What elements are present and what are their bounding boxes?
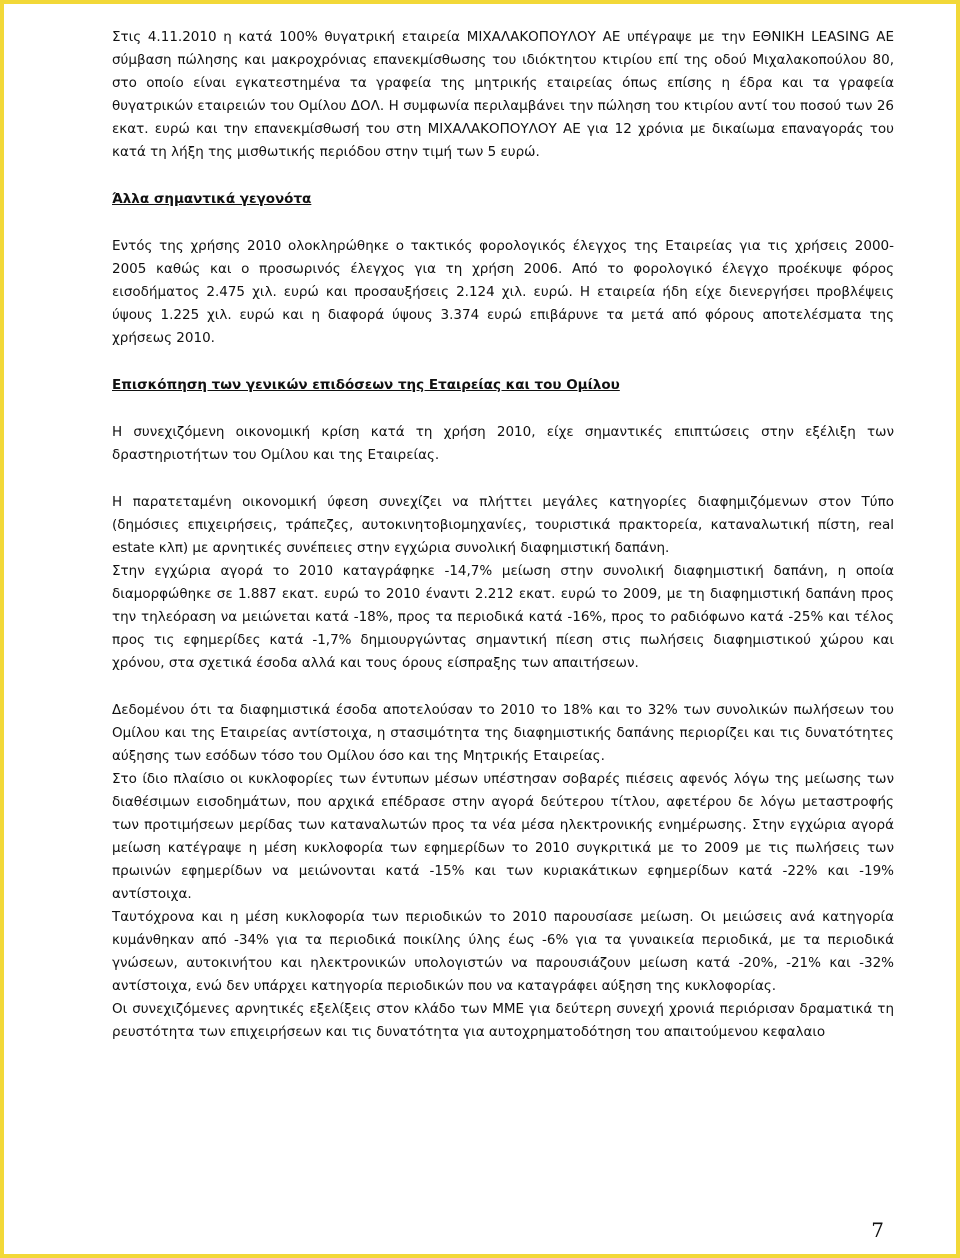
continuing-paragraph: Οι συνεχιζόμενες αρνητικές εξελίξεις στον κλάδο των ΜΜΕ για δεύτερη συνεχή χρονιά περιόρισαν δραματικά τη ρευστότητα των επιχειρήσεων και τις δυνατότητα για αυτοχρηματοδότηση του απαιτούμενου κεφαλαιο (112, 1001, 894, 1040)
heading-other-events: Άλλα σημαντικά γεγονότα (112, 191, 312, 207)
tax-audit-paragraph: Εντός της χρήσης 2010 ολοκληρώθηκε ο τακτικός φορολογικός έλεγχος της Εταιρείας για τις χρήσεις 2000-2005 καθώς και ο προσωρινός έλεγχος για τη χρήση 2006. Από το φορολογικό έλεγχο προέκυψε φόρος εισοδήματος 2.475 χιλ. ευρώ και προσαυξήσεις 2.124 χιλ. ευρώ. Η εταιρεία ήδη είχε διενεργήσει προβλέψεις ύψους 1.225 χιλ. ευρώ και η διαφορά ύψους 3.374 ευρώ επιβάρυνε τα μετά από φόρους αποτελέσματα της χρήσεως 2010. (112, 238, 894, 346)
heading-performance-overview: Επισκόπηση των γενικών επιδόσεων της Εταιρείας και του Ομίλου (112, 377, 620, 393)
magazines-paragraph: Ταυτόχρονα και η μέση κυκλοφορία των περιοδικών το 2010 παρουσίασε μείωση. Οι μειώσεις ανά κατηγορία κυμάνθηκαν από -34% για τα περιοδικά ποικίλης ύλης έως -6% για τα γυναικεία περιοδικά, με τα περιοδικά γνώσεων, αυτοκινήτου και ηλεκτρονικών υπολογιστών να παρουσιάζουν μείωση κατά -20%, -21% και -32% αντίστοιχα, ενώ δεν υπάρχει κατηγορία περιοδικών που να καταγράφει αύξηση της κυκλοφορίας. (112, 909, 894, 994)
document-body (112, 26, 894, 1044)
page-number: 7 (871, 1218, 884, 1242)
economic-crisis-paragraph: Η συνεχιζόμενη οικονομική κρίση κατά τη χρήση 2010, είχε σημαντικές επιπτώσεις στην εξέλιξη των δραστηριοτήτων του Ομίλου και της Εταιρείας. (112, 424, 894, 463)
recession-paragraph: Η παρατεταμένη οικονομική ύφεση συνεχίζει να πλήττει μεγάλες κατηγορίες διαφημιζόμενων στον Τύπο (δημόσιες επιχειρήσεις, τράπεζες, αυτοκινητοβιομηχανίες, τουριστικά πρακτορεία, καταναλωτική πίστη, real estate κλπ) με αρνητικές συνέπειες στην εγχώρια συνολική διαφημιστική δαπάνη. (112, 494, 894, 556)
revenue-share-paragraph: Δεδομένου ότι τα διαφημιστικά έσοδα αποτελούσαν το 2010 το 18% και το 32% των συνολικών πωλήσεων του Ομίλου και της Εταιρείας αντίστοιχα, η στασιμότητα της διαφημιστικής δαπάνης περιορίζει και τις δυνατότητες αύξησης των εσόδων τόσο του Ομίλου όσο και της Μητρικής Εταιρείας. (112, 702, 894, 764)
ad-spend-paragraph: Στην εγχώρια αγορά το 2010 καταγράφηκε -14,7% μείωση στην συνολική διαφημιστική δαπάνη, η οποία διαμορφώθηκε σε 1.887 εκατ. ευρώ το 2010 έναντι 2.212 εκατ. ευρώ το 2009, με τη διαφημιστική δαπάνη προς την τηλεόραση να μειώνεται κατά -18%, προς τα περιοδικά κατά -16%, προς το ραδιόφωνο κατά -25% και τέλος προς τις εφημερίδες κατά -1,7% δημιουργώντας σημαντική πίεση στις πωλήσεις διαφημιστικού χώρου και χρόνου, στα σχετικά έσοδα αλλά και τους όρους είσπραξης των απαιτήσεων. (112, 563, 894, 671)
circulation-paragraph: Στο ίδιο πλαίσιο οι κυκλοφορίες των έντυπων μέσων υπέστησαν σοβαρές πιέσεις αφενός λόγω της μείωσης των διαθέσιμων εισοδημάτων, που αρχικά επέδρασε στην αγορά δεύτερου τίτλου, αφετέρου δε λόγω μεταστροφής των προτιμήσεων μερίδας των καταναλωτών προς τα νέα μέσα ηλεκτρονικής ενημέρωσης. Στην εγχώρια αγορά μείωση κατέγραψε η μέση κυκλοφορία των εφημερίδων το 2010 συγκριτικά με το 2009 με τις πωλήσεις των πρωινών εφημερίδων να μειώνονται κατά -15% και των κυριακάτικων εφημερίδων κατά -22% και -19% αντίστοιχα. (112, 771, 894, 902)
intro-paragraph: Στις 4.11.2010 η κατά 100% θυγατρική εταιρεία ΜΙΧΑΛΑΚΟΠΟΥΛΟΥ ΑΕ υπέγραψε με την ΕΘΝΙΚΗ LEASING AE σύμβαση πώλησης και μακροχρόνιας επανεκμίσθωσης του ιδιόκτητου κτιρίου επί της οδού Μιχαλακοπούλου 80, στο οποίο είναι εγκατεστημένα τα γραφεία της μητρικής εταιρείας όπως επίσης η έδρα και τα γραφεία θυγατρικών εταιρειών του Ομίλου ΔΟΛ. Η συμφωνία περιλαμβάνει την πώληση του κτιρίου αντί του ποσού των 26 εκατ. ευρώ και την επανεκμίσθωσή του στη ΜΙΧΑΛΑΚΟΠΟΥΛΟΥ ΑΕ για 12 χρόνια με δικαίωμα επαναγοράς του κατά τη λήξη της μισθωτικής περιόδου στην τιμή των 5 ευρώ. (112, 29, 894, 160)
